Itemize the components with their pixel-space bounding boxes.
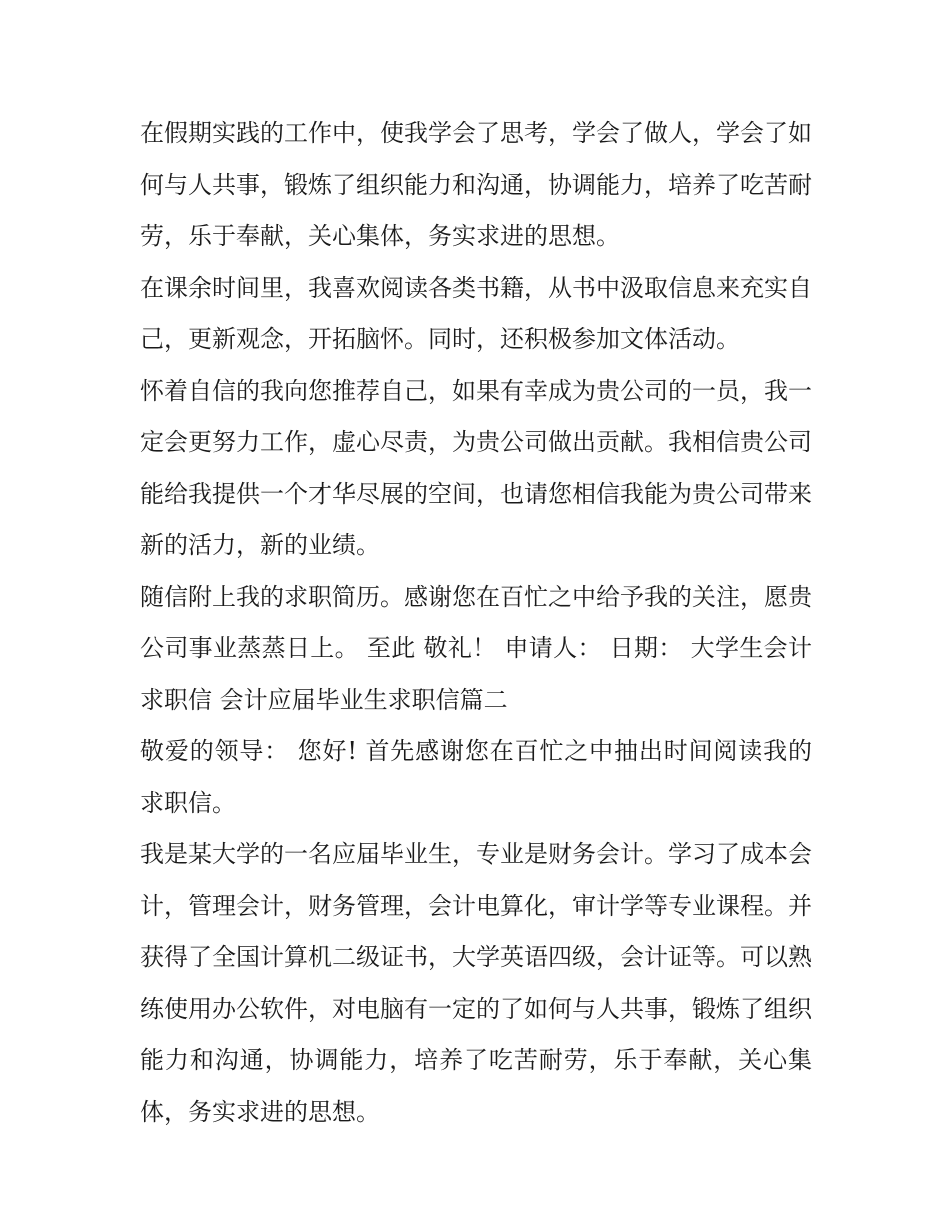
paragraph-education: 我是某大学的一名应届毕业生，专业是财务会计。学习了成本会计，管理会计，财务管理，会计电算化，审计学等专业课程。并获得了全国计算机二级证书，大学英语四级，会计证等。可以熟练使用办公软件，对电脑有一定的了如何与人共事，锻炼了组织能力和沟通，协调能力，培养了吃苦耐劳，乐于奉献，关心集体，务实求进的思想。 xyxy=(140,840,812,1126)
body-text xyxy=(140,108,812,1138)
paragraph-practice-experience: 在假期实践的工作中，使我学会了思考，学会了做人，学会了如何与人共事，锻炼了组织能力和沟通，协调能力，培养了吃苦耐劳，乐于奉献，关心集体，务实求进的思想。 xyxy=(140,119,812,250)
paragraph-greeting: 敬爱的领导： 您好! 首先感谢您在百忙之中抽出时间阅读我的求职信。 xyxy=(140,737,812,817)
paragraph-spare-time: 在课余时间里，我喜欢阅读各类书籍，从书中汲取信息来充实自己，更新观念，开拓脑怀。同时，还积极参加文体活动。 xyxy=(140,273,812,353)
paragraph-closing: 随信附上我的求职简历。感谢您在百忙之中给予我的关注，愿贵公司事业蒸蒸日上。 至此 敬礼！ 申请人： 日期： 大学生会计求职信 会计应届毕业生求职信篇二 xyxy=(140,582,812,714)
paragraph-self-recommendation: 怀着自信的我向您推荐自己，如果有幸成为贵公司的一员，我一定会更努力工作，虚心尽责，为贵公司做出贡献。我相信贵公司能给我提供一个才华尽展的空间，也请您相信我能为贵公司带来新的活力，新的业绩。 xyxy=(140,376,812,559)
